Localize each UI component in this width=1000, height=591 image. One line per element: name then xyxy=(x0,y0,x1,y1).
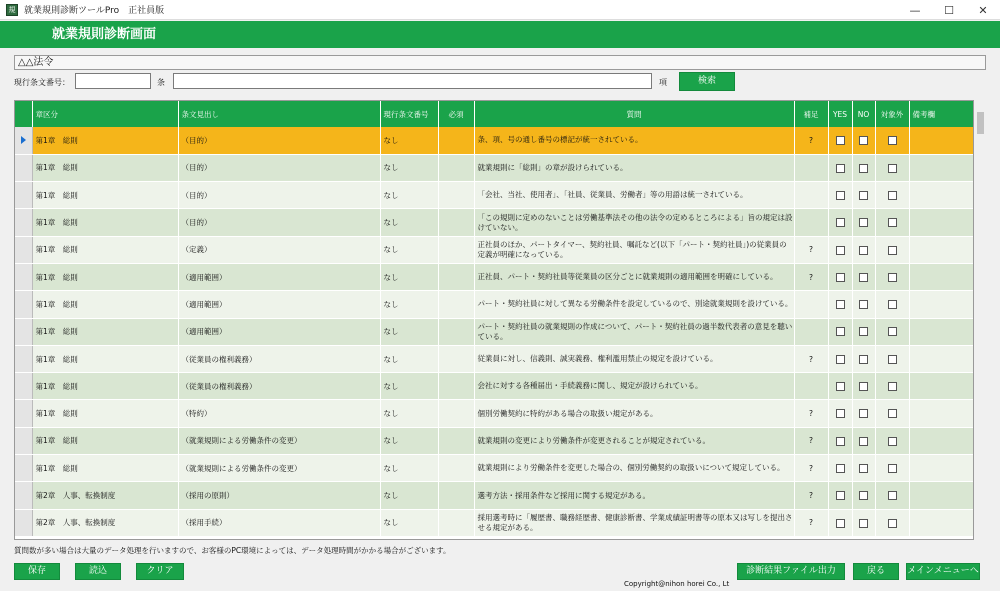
cell-supplement[interactable]: ? xyxy=(794,427,828,454)
cell-chapter: 第1章 総則 xyxy=(32,127,178,154)
no-checkbox[interactable] xyxy=(859,437,868,446)
cell-required xyxy=(438,236,474,263)
export-results-button[interactable]: 診断結果ファイル出力 xyxy=(737,563,845,580)
section-input[interactable] xyxy=(173,73,652,89)
yes-checkbox[interactable] xyxy=(836,136,845,145)
cell-required xyxy=(438,427,474,454)
yes-checkbox[interactable] xyxy=(836,491,845,500)
cell-question: 従業員に対し、信義則、誠実義務、権利濫用禁止の規定を設けている。 xyxy=(474,345,794,372)
yes-checkbox[interactable] xyxy=(836,437,845,446)
excluded-checkbox[interactable] xyxy=(888,464,897,473)
cell-excluded xyxy=(875,236,909,263)
cell-yes xyxy=(828,154,852,181)
save-button[interactable]: 保存 xyxy=(14,563,60,580)
cell-question: パート・契約社員の就業規則の作成について、パート・契約社員の過半数代表者の意見を聴いている。 xyxy=(474,318,794,345)
cell-chapter: 第1章 総則 xyxy=(32,209,178,236)
row-header-corner xyxy=(15,101,32,127)
yes-checkbox[interactable] xyxy=(836,409,845,418)
cell-current-no: なし xyxy=(380,127,438,154)
cell-excluded xyxy=(875,318,909,345)
cell-required xyxy=(438,127,474,154)
cell-heading: （適用範囲） xyxy=(178,318,380,345)
cell-no xyxy=(852,236,875,263)
cell-required xyxy=(438,373,474,400)
cell-question: 「この規則に定めのないことは労働基準法その他の法令の定めるところによる」旨の規定は設けていない。 xyxy=(474,209,794,236)
col-excluded[interactable]: 対象外 xyxy=(875,101,909,127)
table-row[interactable] xyxy=(15,482,974,509)
cell-required xyxy=(438,400,474,427)
cell-excluded xyxy=(875,400,909,427)
no-checkbox[interactable] xyxy=(859,246,868,255)
cell-required xyxy=(438,154,474,181)
col-question[interactable]: 質問 xyxy=(474,101,794,127)
cell-question: パート・契約社員に対して異なる労働条件を設定しているので、別途就業規則を設けている。 xyxy=(474,291,794,318)
table-row[interactable] xyxy=(15,209,974,236)
copyright: Copyright@nihon horei Co., Lt xyxy=(624,580,730,588)
excluded-checkbox[interactable] xyxy=(888,491,897,500)
cell-yes xyxy=(828,345,852,372)
cell-supplement[interactable]: ? xyxy=(794,509,828,536)
cell-supplement[interactable] xyxy=(794,318,828,345)
cell-question: 正社員、パート・契約社員等従業員の区分ごとに就業規則の適用範囲を明確にしている。 xyxy=(474,263,794,290)
cell-current-no: なし xyxy=(380,236,438,263)
cell-heading: （適用範囲） xyxy=(178,263,380,290)
article-number-input[interactable] xyxy=(75,73,151,89)
cell-chapter: 第1章 総則 xyxy=(32,154,178,181)
cell-yes xyxy=(828,291,852,318)
cell-supplement[interactable]: ? xyxy=(794,345,828,372)
cell-chapter: 第2章 人事、転換制度 xyxy=(32,482,178,509)
cell-current-no: なし xyxy=(380,400,438,427)
excluded-checkbox[interactable] xyxy=(888,273,897,282)
row-selector[interactable] xyxy=(15,154,32,181)
search-button[interactable]: 検索 xyxy=(679,72,735,91)
cell-yes xyxy=(828,318,852,345)
cell-yes xyxy=(828,482,852,509)
cell-heading: （目的） xyxy=(178,182,380,209)
cell-current-no: なし xyxy=(380,373,438,400)
col-heading[interactable]: 条文見出し xyxy=(178,101,380,127)
cell-question: 正社員のほか、パートタイマー、契約社員、嘱託など(以下「パート・契約社員」)の従業員の定義が明確になっている。 xyxy=(474,236,794,263)
col-current-no[interactable]: 現行条文番号 xyxy=(380,101,438,127)
current-article-label: 現行条文番号： xyxy=(14,78,70,87)
cell-excluded xyxy=(875,345,909,372)
row-selector[interactable] xyxy=(15,182,32,209)
cell-required xyxy=(438,318,474,345)
cell-question: 就業規則により労働条件を変更した場合の、個別労働契約の取扱いについて規定している。 xyxy=(474,455,794,482)
cell-remarks[interactable] xyxy=(909,154,974,181)
questions-grid xyxy=(14,100,974,540)
minimize-icon[interactable]: — xyxy=(909,3,921,17)
cell-supplement[interactable] xyxy=(794,209,828,236)
app-icon: 規 xyxy=(6,4,18,16)
table-row[interactable] xyxy=(15,127,974,154)
no-checkbox[interactable] xyxy=(859,164,868,173)
cell-heading: （就業規則による労働条件の変更） xyxy=(178,427,380,454)
col-required[interactable]: 必須 xyxy=(438,101,474,127)
yes-checkbox[interactable] xyxy=(836,519,845,528)
cell-remarks[interactable] xyxy=(909,209,974,236)
cell-question: 個別労働契約に特約がある場合の取扱い規定がある。 xyxy=(474,400,794,427)
cell-chapter: 第1章 総則 xyxy=(32,263,178,290)
table-row[interactable] xyxy=(15,400,974,427)
cell-current-no: なし xyxy=(380,482,438,509)
cell-remarks[interactable] xyxy=(909,373,974,400)
cell-supplement[interactable] xyxy=(794,182,828,209)
cell-no xyxy=(852,318,875,345)
row-selector[interactable] xyxy=(15,373,32,400)
cell-remarks[interactable] xyxy=(909,291,974,318)
cell-remarks[interactable] xyxy=(909,482,974,509)
cell-no xyxy=(852,209,875,236)
excluded-checkbox[interactable] xyxy=(888,136,897,145)
current-row-pointer-icon xyxy=(21,136,26,144)
excluded-checkbox[interactable] xyxy=(888,382,897,391)
cell-remarks[interactable] xyxy=(909,318,974,345)
yes-checkbox[interactable] xyxy=(836,191,845,200)
yes-checkbox[interactable] xyxy=(836,273,845,282)
no-checkbox[interactable] xyxy=(859,191,868,200)
cell-yes xyxy=(828,373,852,400)
cell-excluded xyxy=(875,263,909,290)
col-supplement[interactable]: 補足 xyxy=(794,101,828,127)
cell-no xyxy=(852,400,875,427)
cell-excluded xyxy=(875,373,909,400)
cell-current-no: なし xyxy=(380,154,438,181)
cell-excluded xyxy=(875,209,909,236)
back-button[interactable]: 戻る xyxy=(853,563,899,580)
cell-required xyxy=(438,509,474,536)
cell-yes xyxy=(828,182,852,209)
no-checkbox[interactable] xyxy=(859,491,868,500)
cell-chapter: 第1章 総則 xyxy=(32,373,178,400)
cell-yes xyxy=(828,427,852,454)
no-checkbox[interactable] xyxy=(859,409,868,418)
cell-chapter: 第1章 総則 xyxy=(32,182,178,209)
cell-heading: （目的） xyxy=(178,127,380,154)
cell-supplement[interactable]: ? xyxy=(794,127,828,154)
cell-heading: （従業員の権利義務） xyxy=(178,373,380,400)
cell-no xyxy=(852,482,875,509)
row-selector[interactable] xyxy=(15,236,32,263)
cell-remarks[interactable] xyxy=(909,345,974,372)
cell-current-no: なし xyxy=(380,182,438,209)
cell-supplement[interactable] xyxy=(794,154,828,181)
cell-yes xyxy=(828,455,852,482)
cell-question: 条、項、号の通し番号の標記が統一されている。 xyxy=(474,127,794,154)
no-checkbox[interactable] xyxy=(859,327,868,336)
window-titlebar xyxy=(0,0,1000,20)
no-checkbox[interactable] xyxy=(859,355,868,364)
excluded-checkbox[interactable] xyxy=(888,246,897,255)
excluded-checkbox[interactable] xyxy=(888,437,897,446)
cell-yes xyxy=(828,209,852,236)
row-selector[interactable] xyxy=(15,427,32,454)
no-checkbox[interactable] xyxy=(859,519,868,528)
window-title: 就業規則診断ツールPro 正社員版 xyxy=(24,6,165,16)
table-row[interactable] xyxy=(15,318,974,345)
cell-required xyxy=(438,482,474,509)
page-title: 就業規則診断画面 xyxy=(0,21,1000,48)
table-row[interactable] xyxy=(15,291,974,318)
table-row[interactable] xyxy=(15,154,974,181)
row-selector[interactable] xyxy=(15,400,32,427)
row-selector[interactable] xyxy=(15,291,32,318)
excluded-checkbox[interactable] xyxy=(888,409,897,418)
cell-supplement[interactable] xyxy=(794,373,828,400)
row-selector[interactable] xyxy=(15,209,32,236)
cell-chapter: 第1章 総則 xyxy=(32,400,178,427)
cell-yes xyxy=(828,127,852,154)
maximize-icon[interactable]: ☐ xyxy=(944,3,954,17)
close-icon[interactable]: ✕ xyxy=(978,3,988,17)
cell-required xyxy=(438,291,474,318)
yes-checkbox[interactable] xyxy=(836,164,845,173)
cell-question: 「会社、当社、使用者」、「社員、従業員、労働者」等の用語は統一されている。 xyxy=(474,182,794,209)
table-row[interactable] xyxy=(15,509,974,536)
row-selector[interactable] xyxy=(15,263,32,290)
cell-heading: （従業員の権利義務） xyxy=(178,345,380,372)
cell-current-no: なし xyxy=(380,318,438,345)
cell-excluded xyxy=(875,455,909,482)
yes-checkbox[interactable] xyxy=(836,464,845,473)
cell-yes xyxy=(828,236,852,263)
cell-no xyxy=(852,509,875,536)
no-checkbox[interactable] xyxy=(859,136,868,145)
cell-excluded xyxy=(875,482,909,509)
cell-supplement[interactable]: ? xyxy=(794,455,828,482)
cell-no xyxy=(852,373,875,400)
table-row[interactable] xyxy=(15,236,974,263)
cell-yes xyxy=(828,509,852,536)
cell-no xyxy=(852,127,875,154)
col-yes[interactable]: YES xyxy=(828,101,852,127)
table-row[interactable] xyxy=(15,455,974,482)
cell-required xyxy=(438,345,474,372)
excluded-checkbox[interactable] xyxy=(888,191,897,200)
yes-checkbox[interactable] xyxy=(836,218,845,227)
vertical-scrollbar[interactable] xyxy=(975,100,986,540)
cell-yes xyxy=(828,263,852,290)
performance-note: 質問数が多い場合は大量のデータ処理を行いますので、お客様のPC環境によっては、データ処理時間がかかる場合がございます。 xyxy=(14,546,451,555)
cell-remarks[interactable] xyxy=(909,509,974,536)
no-checkbox[interactable] xyxy=(859,218,868,227)
cell-remarks[interactable] xyxy=(909,427,974,454)
col-no[interactable]: NO xyxy=(852,101,875,127)
cell-no xyxy=(852,427,875,454)
cell-excluded xyxy=(875,291,909,318)
row-selector[interactable] xyxy=(15,318,32,345)
cell-question: 選考方法・採用条件など採用に関する規定がある。 xyxy=(474,482,794,509)
cell-no xyxy=(852,182,875,209)
table-row[interactable] xyxy=(15,373,974,400)
table-row[interactable] xyxy=(15,182,974,209)
cell-chapter: 第1章 総則 xyxy=(32,427,178,454)
row-selector[interactable] xyxy=(15,509,32,536)
cell-remarks[interactable] xyxy=(909,127,974,154)
no-checkbox[interactable] xyxy=(859,300,868,309)
cell-current-no: なし xyxy=(380,455,438,482)
table-row[interactable] xyxy=(15,263,974,290)
cell-supplement[interactable] xyxy=(794,291,828,318)
cell-required xyxy=(438,263,474,290)
cell-remarks[interactable] xyxy=(909,182,974,209)
cell-no xyxy=(852,154,875,181)
cell-heading: （目的） xyxy=(178,209,380,236)
yes-checkbox[interactable] xyxy=(836,246,845,255)
cell-current-no: なし xyxy=(380,209,438,236)
cell-chapter: 第1章 総則 xyxy=(32,236,178,263)
no-checkbox[interactable] xyxy=(859,382,868,391)
cell-question: 就業規則の変更により労働条件が変更されることが規定されている。 xyxy=(474,427,794,454)
cell-heading: （採用手続） xyxy=(178,509,380,536)
cell-excluded xyxy=(875,427,909,454)
row-selector[interactable] xyxy=(15,455,32,482)
cell-current-no: なし xyxy=(380,427,438,454)
cell-excluded xyxy=(875,154,909,181)
excluded-checkbox[interactable] xyxy=(888,164,897,173)
cell-supplement[interactable]: ? xyxy=(794,263,828,290)
cell-current-no: なし xyxy=(380,509,438,536)
cell-excluded xyxy=(875,127,909,154)
no-checkbox[interactable] xyxy=(859,273,868,282)
cell-heading: （就業規則による労働条件の変更） xyxy=(178,455,380,482)
ko-label: 項 xyxy=(659,78,667,87)
col-chapter[interactable]: 章区分 xyxy=(32,101,178,127)
cell-no xyxy=(852,345,875,372)
search-row xyxy=(0,72,1000,92)
cell-remarks[interactable] xyxy=(909,455,974,482)
cell-no xyxy=(852,291,875,318)
cell-chapter: 第1章 総則 xyxy=(32,345,178,372)
scrollbar-thumb[interactable] xyxy=(977,112,984,134)
cell-current-no: なし xyxy=(380,263,438,290)
cell-chapter: 第1章 総則 xyxy=(32,291,178,318)
cell-heading: （採用の原則） xyxy=(178,482,380,509)
grid-header xyxy=(15,101,974,127)
excluded-checkbox[interactable] xyxy=(888,519,897,528)
row-selector[interactable] xyxy=(15,127,32,154)
cell-supplement[interactable]: ? xyxy=(794,236,828,263)
excluded-checkbox[interactable] xyxy=(888,300,897,309)
cell-heading: （特約） xyxy=(178,400,380,427)
cell-question: 採用選考時に「履歴書、職務経歴書、健康診断書、学業成績証明書等の原本又は写しを提出させる規定がある。 xyxy=(474,509,794,536)
cell-no xyxy=(852,263,875,290)
yes-checkbox[interactable] xyxy=(836,300,845,309)
cell-required xyxy=(438,182,474,209)
cell-chapter: 第1章 総則 xyxy=(32,455,178,482)
cell-chapter: 第1章 総則 xyxy=(32,318,178,345)
clear-button[interactable]: クリア xyxy=(136,563,184,580)
cell-remarks[interactable] xyxy=(909,400,974,427)
cell-question: 就業規則に「総則」の章が設けられている。 xyxy=(474,154,794,181)
cell-heading: （目的） xyxy=(178,154,380,181)
cell-heading: （適用範囲） xyxy=(178,291,380,318)
excluded-checkbox[interactable] xyxy=(888,327,897,336)
cell-excluded xyxy=(875,509,909,536)
main-menu-button[interactable]: メインメニューへ xyxy=(906,563,980,580)
yes-checkbox[interactable] xyxy=(836,327,845,336)
excluded-checkbox[interactable] xyxy=(888,355,897,364)
cell-yes xyxy=(828,400,852,427)
col-remarks[interactable]: 備考欄 xyxy=(909,101,974,127)
law-title: △△法令 xyxy=(14,55,986,70)
excluded-checkbox[interactable] xyxy=(888,218,897,227)
yes-checkbox[interactable] xyxy=(836,382,845,391)
cell-no xyxy=(852,455,875,482)
cell-question: 会社に対する各種届出・手続義務に関し、規定が設けられている。 xyxy=(474,373,794,400)
row-selector[interactable] xyxy=(15,482,32,509)
cell-remarks[interactable] xyxy=(909,263,974,290)
cell-current-no: なし xyxy=(380,345,438,372)
row-selector[interactable] xyxy=(15,345,32,372)
cell-current-no: なし xyxy=(380,291,438,318)
table-row[interactable] xyxy=(15,427,974,454)
cell-supplement[interactable]: ? xyxy=(794,482,828,509)
no-checkbox[interactable] xyxy=(859,464,868,473)
cell-supplement[interactable]: ? xyxy=(794,400,828,427)
yes-checkbox[interactable] xyxy=(836,355,845,364)
cell-excluded xyxy=(875,182,909,209)
load-button[interactable]: 読込 xyxy=(75,563,121,580)
cell-remarks[interactable] xyxy=(909,236,974,263)
cell-required xyxy=(438,209,474,236)
table-row[interactable] xyxy=(15,345,974,372)
cell-chapter: 第2章 人事、転換制度 xyxy=(32,509,178,536)
jo-label: 条 xyxy=(157,78,165,87)
cell-required xyxy=(438,455,474,482)
cell-heading: （定義） xyxy=(178,236,380,263)
